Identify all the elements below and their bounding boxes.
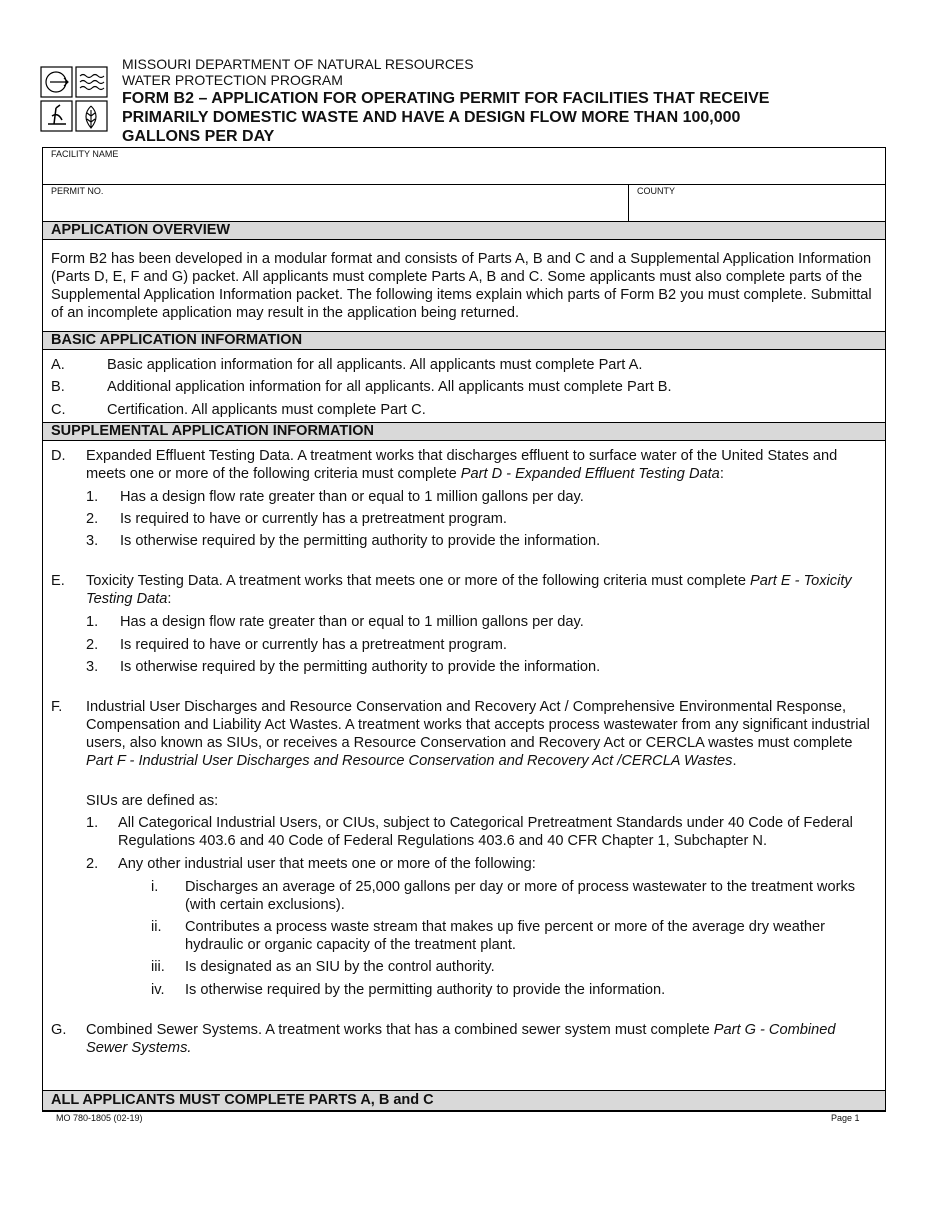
facility-name-label: FACILITY NAME [51, 149, 119, 159]
item-d1-text: Has a design flow rate greater than or equal to 1 million gallons per day. [120, 489, 584, 505]
county-field[interactable] [629, 185, 885, 222]
dnr-logo [40, 66, 108, 132]
item-d3-text: Is otherwise required by the permitting authority to provide the information. [120, 533, 601, 549]
item-g-text: Combined Sewer Systems. A treatment works that has a combined sewer system must complete Part G - Combined Sewer Systems. [86, 1022, 836, 1056]
county-label: COUNTY [637, 186, 675, 196]
form-frame [42, 147, 886, 1112]
item-f2-iii-text: Is designated as an SIU by the control authority. [185, 959, 495, 975]
item-f2-mark: 2. [86, 856, 99, 872]
permit-no-field[interactable] [43, 185, 629, 222]
item-f2-iii-mark: iii. [151, 959, 165, 975]
basic-a-text: Basic application information for all applicants. All applicants must complete Part A. [107, 357, 643, 373]
basic-heading: BASIC APPLICATION INFORMATION [43, 331, 885, 350]
permit-no-label: PERMIT NO. [51, 186, 104, 196]
item-f2-i-text: Discharges an average of 25,000 gallons per day or more of process wastewater to the treatment works (with certain exclusions). [185, 879, 856, 913]
facility-name-field[interactable] [43, 148, 885, 185]
basic-b-text: Additional application information for all applicants. All applicants must complete Part B. [107, 379, 672, 395]
item-f2-ii-text: Contributes a process waste stream that makes up five percent or more of the average dry weather hydraulic or organic capacity of the treatment plant. [185, 919, 826, 953]
item-g-mark: G. [51, 1022, 67, 1038]
item-d2-text: Is required to have or currently has a pretreatment program. [120, 511, 507, 527]
item-f2-text: Any other industrial user that meets one or more of the following: [118, 856, 536, 872]
item-f2-i-mark: i. [151, 879, 159, 895]
item-e-mark: E. [51, 573, 65, 589]
item-f2-ii-mark: ii. [151, 919, 162, 935]
form-title: FORM B2 – APPLICATION FOR OPERATING PERMIT FOR FACILITIES THAT RECEIVE PRIMARILY DOMESTIC WASTE AND HAVE A DESIGN FLOW MORE THAN 100,000 GALLONS PER DAY [122, 90, 770, 145]
item-e3-text: Is otherwise required by the permitting authority to provide the information. [120, 659, 601, 675]
item-e2-mark: 2. [86, 637, 99, 653]
item-d-mark: D. [51, 448, 66, 464]
item-e3-mark: 3. [86, 659, 99, 675]
item-f1-text: All Categorical Industrial Users, or CIUs, subject to Categorical Pretreatment Standards under 40 Code of Federal Regulations 403.6 and 40 Code of Federal Regulations 403.6 and 40 CFR Chapter 1, Subchapter N. [118, 815, 853, 849]
page-number: Page 1 [831, 1113, 860, 1123]
agency-name: MISSOURI DEPARTMENT OF NATURAL RESOURCES [122, 56, 474, 72]
item-f2-iv-mark: iv. [151, 982, 165, 998]
basic-b-mark: B. [51, 379, 65, 395]
basic-c-mark: C. [51, 402, 66, 418]
item-f2-iv-text: Is otherwise required by the permitting authority to provide the information. [185, 982, 666, 998]
item-d-text: Expanded Effluent Testing Data. A treatment works that discharges effluent to surface water of the United States and meets one or more of the following criteria must complete Part D - Expanded Effluent Testing Data: [86, 448, 838, 482]
item-f-mark: F. [51, 699, 63, 715]
form-code: MO 780-1805 (02-19) [56, 1113, 143, 1123]
basic-a-mark: A. [51, 357, 65, 373]
siu-defined-label: SIUs are defined as: [86, 793, 219, 809]
item-e1-mark: 1. [86, 614, 99, 630]
overview-heading: APPLICATION OVERVIEW [43, 221, 885, 240]
item-f-text: Industrial User Discharges and Resource Conservation and Recovery Act / Comprehensive Environmental Response, Compensation and Liability Act Wastes. A treatment works that accepts process wastewater from any significant industrial users, also known as SIUs, or receives a Resource Conservation and Recovery Act or CERCLA wastes must complete Part F - Industrial User Discharges and Resource Conservation and Recovery Act /CERCLA Wastes. [86, 699, 870, 769]
item-f1-mark: 1. [86, 815, 99, 831]
item-e-text: Toxicity Testing Data. A treatment works that meets one or more of the following criteria must complete Part E - Toxicity Testing Data: [86, 573, 852, 607]
program-name: WATER PROTECTION PROGRAM [122, 72, 343, 88]
supplemental-heading: SUPPLEMENTAL APPLICATION INFORMATION [43, 422, 885, 441]
basic-c-text: Certification. All applicants must complete Part C. [107, 402, 426, 418]
item-d2-mark: 2. [86, 511, 99, 527]
item-d1-mark: 1. [86, 489, 99, 505]
item-e1-text: Has a design flow rate greater than or equal to 1 million gallons per day. [120, 614, 584, 630]
overview-text: Form B2 has been developed in a modular format and consists of Parts A, B and C and a Supplemental Application Information (Parts D, E, F and G) packet. All applicants must complete Parts A, B and C. Some applicants must also complete parts of the Supplemental Application Information packet. The following items explain which parts of Form B2 you must complete. Submittal of an incomplete application may result in the application being returned. [51, 251, 872, 321]
permit-county-row [43, 185, 885, 222]
all-applicants-band: ALL APPLICANTS MUST COMPLETE PARTS A, B and C [43, 1090, 885, 1111]
item-d3-mark: 3. [86, 533, 99, 549]
item-e2-text: Is required to have or currently has a pretreatment program. [120, 637, 507, 653]
